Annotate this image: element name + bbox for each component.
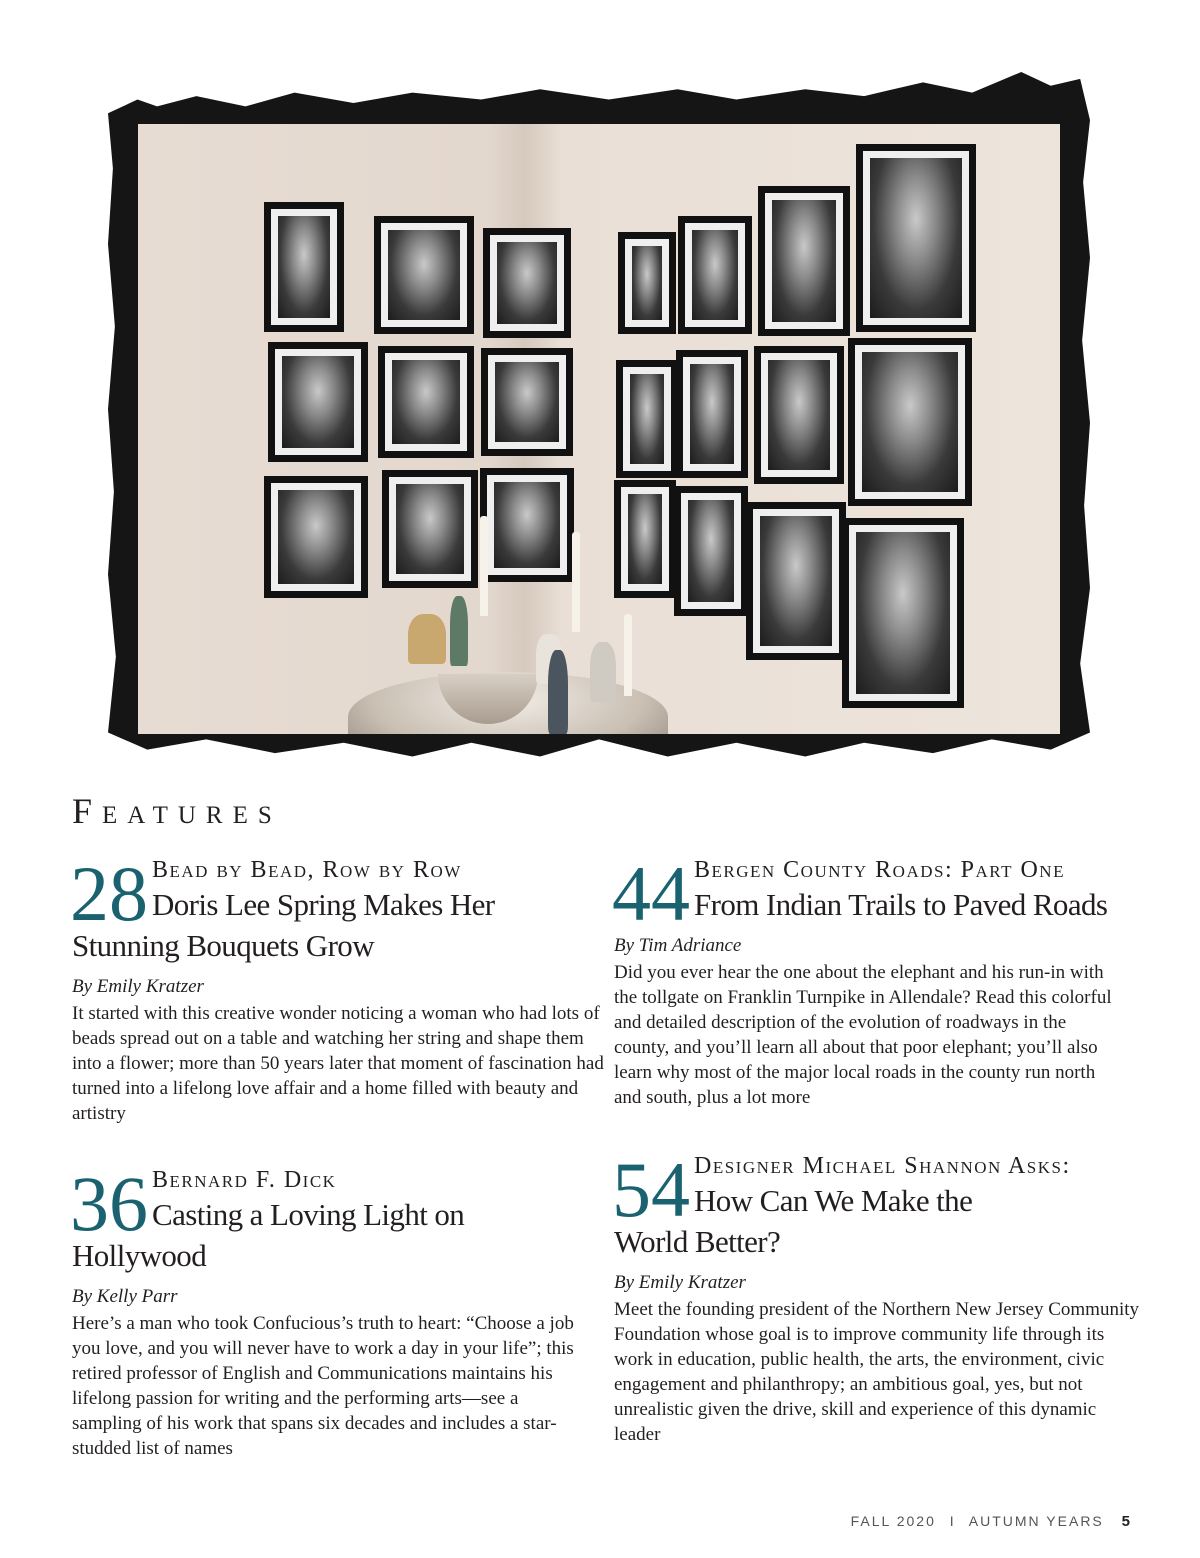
portrait-frame [374, 216, 474, 334]
portrait-frame [676, 350, 748, 478]
portrait-frame [758, 186, 850, 336]
feature-article-36[interactable] [70, 1160, 574, 1461]
page-number-reference: 28 [70, 850, 148, 937]
portrait-frame [674, 486, 748, 616]
page-footer [851, 1513, 1130, 1530]
article-kicker: Designer Michael Shannon Asks: [694, 1153, 1071, 1179]
article-byline: By Tim Adriance [614, 935, 742, 956]
article-kicker: Bernard F. Dick [152, 1167, 337, 1193]
portrait-frame [483, 228, 571, 338]
article-blurb: Did you ever hear the one about the elephant and his run-in with the tollgate on Franklin Turnpike in Allendale? Read this colorful and detailed description of the evolution of roadways in the county, and you’ll learn all about that poor elephant; you’ll also learn why most of the major local roads in the county run north and south, plus a lot more [614, 962, 1112, 1108]
portrait-frame [616, 360, 678, 478]
candle [572, 532, 580, 632]
portrait-frame [264, 476, 368, 598]
portrait-frame [848, 338, 972, 506]
footer-separator: I [949, 1513, 956, 1529]
article-blurb: Here’s a man who took Confucious’s truth to heart: “Choose a job you love, and you will never have to work a day in your life”; this retired professor of English and Communications maintains his lifelong passion for writing and the performing arts—see a sampling of his work that spans six decades and includes a star-studded list of names [72, 1313, 574, 1459]
section-heading: Features [72, 791, 282, 831]
feature-photo-hollywood-portraits [138, 124, 1060, 734]
portrait-frame [746, 502, 846, 660]
article-byline: By Emily Kratzer [614, 1272, 746, 1293]
figurine [450, 596, 468, 666]
feature-article-44[interactable] [612, 850, 1144, 1110]
article-blurb: Meet the founding president of the Northern New Jersey Community Foundation whose goal is to improve community life through its work in education, public health, the arts, the environment, civic engagement and philanthropy; an ambitious goal, yes, but not unrealistic given the drive, skill and experience of this dynamic leader [614, 1299, 1140, 1445]
portrait-frame [378, 346, 474, 458]
article-kicker: Bergen County Roads: Part One [694, 857, 1065, 883]
portrait-frame [614, 480, 676, 598]
candle [624, 614, 632, 696]
article-headline: From Indian Trails to Paved Roads [694, 887, 1108, 922]
article-kicker: Bead by Bead, Row by Row [152, 857, 462, 883]
portrait-frame [842, 518, 964, 708]
article-headline: Casting a Loving Light on Hollywood [72, 1197, 465, 1273]
portrait-frame [264, 202, 344, 332]
page-number-reference: 54 [612, 1146, 690, 1233]
feature-article-28[interactable] [70, 850, 604, 1126]
feature-article-54[interactable] [612, 1146, 1140, 1447]
page-number: 5 [1121, 1513, 1130, 1530]
portrait-frame [618, 232, 676, 334]
article-byline: By Emily Kratzer [72, 976, 204, 997]
portrait-frame [856, 144, 976, 332]
portrait-frame [382, 470, 478, 588]
issue-label: FALL 2020 [850, 1513, 936, 1529]
picture-frame-small [408, 614, 446, 664]
article-headline: Doris Lee Spring Makes Her Stunning Bouquets Grow [72, 887, 495, 963]
figurine [548, 650, 568, 734]
figurine [590, 642, 616, 702]
portrait-frame [754, 346, 844, 484]
page-number-reference: 36 [70, 1160, 148, 1247]
portrait-frame [480, 468, 574, 582]
candle [480, 516, 488, 616]
portrait-frame [268, 342, 368, 462]
portrait-frame [678, 216, 752, 334]
article-headline: How Can We Make the World Better? [614, 1183, 973, 1259]
page-number-reference: 44 [612, 850, 690, 937]
article-byline: By Kelly Parr [72, 1286, 178, 1307]
article-blurb: It started with this creative wonder noticing a woman who had lots of beads spread out on a table and watching her string and shape them into a flower; more than 50 years later that moment of fascination had turned into a lifelong love affair and a home filled with beauty and artistry [72, 1003, 604, 1124]
publication-name: AUTUMN YEARS [968, 1513, 1104, 1529]
portrait-frame [481, 348, 573, 456]
